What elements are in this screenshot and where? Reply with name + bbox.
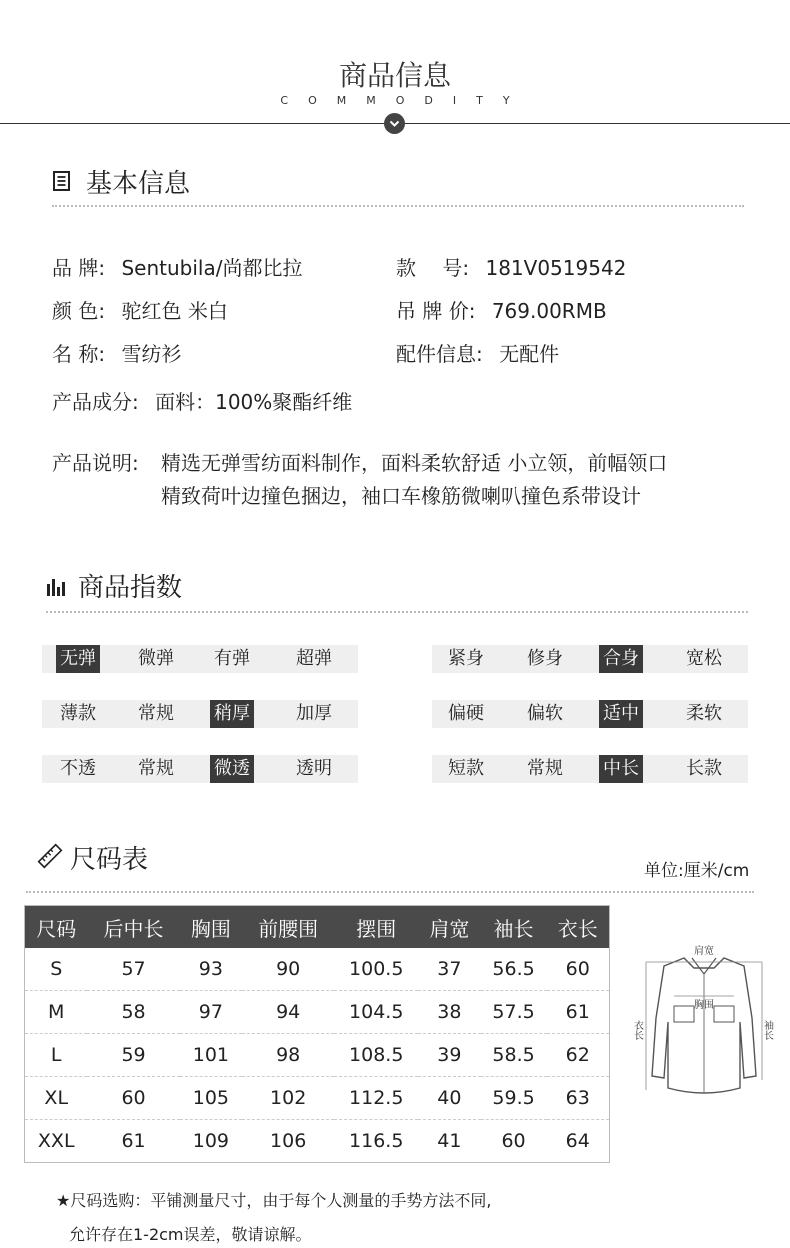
table-cell: 37 bbox=[437, 958, 462, 980]
unit-label: 单位:厘米/cm bbox=[644, 861, 750, 881]
table-cell: 101 bbox=[180, 1034, 242, 1077]
price-label: 吊 牌 价: bbox=[396, 299, 476, 323]
index-option: 微弹 bbox=[138, 648, 174, 669]
color-value: 驼红色 米白 bbox=[121, 299, 228, 323]
table-cell: 106 bbox=[242, 1120, 334, 1163]
style-row bbox=[396, 252, 626, 281]
index-option: 薄款 bbox=[60, 703, 96, 724]
table-cell: 109 bbox=[180, 1120, 242, 1163]
diagram-shoulder-label: 肩宽 bbox=[694, 946, 714, 957]
dotted-divider bbox=[26, 891, 754, 893]
table-row bbox=[25, 1034, 609, 1077]
table-cell: 63 bbox=[547, 1077, 610, 1120]
table-cell: 108.5 bbox=[334, 1034, 418, 1077]
section-title-size: 尺码表 bbox=[70, 845, 149, 875]
index-option: 不透 bbox=[60, 758, 96, 779]
index-option: 修身 bbox=[527, 648, 563, 669]
table-cell: 105 bbox=[180, 1077, 242, 1120]
brand-row bbox=[52, 252, 302, 281]
table-cell: M bbox=[25, 991, 87, 1034]
index-option: 宽松 bbox=[686, 648, 722, 669]
size-table-header-cell: 尺码 bbox=[25, 906, 87, 948]
name-value: 雪纺衫 bbox=[121, 342, 182, 366]
table-cell: 98 bbox=[242, 1034, 334, 1077]
color-label: 颜 色: bbox=[52, 299, 106, 323]
table-cell: 58 bbox=[87, 991, 179, 1034]
index-option: 紧身 bbox=[448, 648, 484, 669]
chevron-down-icon bbox=[384, 113, 405, 134]
table-cell: 57.5 bbox=[481, 991, 547, 1034]
desc-label: 产品说明: bbox=[52, 451, 139, 475]
style-value: 181V0519542 bbox=[485, 256, 627, 280]
index-row-right bbox=[432, 755, 748, 783]
price-value: 769.00RMB bbox=[491, 299, 607, 323]
size-table-header-cell: 衣长 bbox=[547, 906, 610, 948]
index-option: 常规 bbox=[527, 758, 563, 779]
table-cell: 64 bbox=[547, 1120, 610, 1163]
parts-value: 无配件 bbox=[499, 342, 560, 366]
section-title-index: 商品指数 bbox=[78, 573, 183, 603]
index-option: 偏硬 bbox=[448, 703, 484, 724]
diagram-sleeve-label: 袖长 bbox=[761, 1020, 773, 1040]
table-cell: 93 bbox=[198, 958, 223, 980]
size-table bbox=[25, 906, 609, 1162]
table-row bbox=[25, 948, 609, 991]
bar-chart-icon bbox=[46, 577, 66, 601]
dotted-divider bbox=[52, 205, 744, 207]
parts-row bbox=[396, 338, 559, 367]
size-table-wrap bbox=[24, 905, 610, 1163]
table-cell: 38 bbox=[418, 991, 480, 1034]
table-cell: 97 bbox=[180, 991, 242, 1034]
index-option: 常规 bbox=[138, 758, 174, 779]
style-label: 款 号: bbox=[396, 256, 470, 280]
index-row-right bbox=[432, 645, 748, 673]
index-option: 偏软 bbox=[527, 703, 563, 724]
table-cell: 56.5 bbox=[492, 958, 535, 980]
index-option-selected: 合身 bbox=[599, 645, 643, 673]
name-row bbox=[52, 338, 181, 367]
index-option-selected: 适中 bbox=[599, 700, 643, 728]
index-option-selected: 中长 bbox=[599, 755, 643, 783]
table-cell: 60 bbox=[565, 958, 590, 980]
size-table-header-cell: 胸围 bbox=[180, 906, 242, 948]
brand-value: Sentubila/尚都比拉 bbox=[121, 256, 303, 280]
index-option: 长款 bbox=[686, 758, 722, 779]
shirt-diagram bbox=[631, 940, 774, 1114]
table-cell: S bbox=[50, 958, 63, 980]
ruler-icon bbox=[37, 843, 63, 873]
index-option-selected: 无弹 bbox=[56, 645, 100, 673]
table-cell: 40 bbox=[418, 1077, 480, 1120]
table-cell: 90 bbox=[276, 958, 301, 980]
index-option: 有弹 bbox=[214, 648, 250, 669]
dotted-divider bbox=[46, 611, 748, 613]
table-cell: XXL bbox=[25, 1120, 87, 1163]
index-option: 常规 bbox=[138, 703, 174, 724]
index-option-selected: 稍厚 bbox=[210, 700, 254, 728]
table-row bbox=[25, 1077, 609, 1120]
index-row-left bbox=[42, 755, 358, 783]
index-option: 透明 bbox=[296, 758, 332, 779]
size-table-header-cell: 袖长 bbox=[481, 906, 547, 948]
diagram-chest-label: 胸围 bbox=[694, 1000, 714, 1011]
table-cell: 61 bbox=[87, 1120, 179, 1163]
table-cell: 59.5 bbox=[481, 1077, 547, 1120]
index-row-left bbox=[42, 700, 358, 728]
table-row bbox=[25, 991, 609, 1034]
size-table-header-cell: 后中长 bbox=[87, 906, 179, 948]
index-row-right bbox=[432, 700, 748, 728]
note-line-2: 允许存在1-2cm误差，敬请谅解。 bbox=[69, 1225, 312, 1244]
table-cell: 39 bbox=[418, 1034, 480, 1077]
table-cell: 102 bbox=[242, 1077, 334, 1120]
size-table-header-cell: 肩宽 bbox=[418, 906, 480, 948]
table-cell: 60 bbox=[87, 1077, 179, 1120]
size-table-header-cell: 摆围 bbox=[334, 906, 418, 948]
document-icon bbox=[52, 170, 72, 196]
table-cell: XL bbox=[25, 1077, 87, 1120]
index-option: 超弹 bbox=[296, 648, 332, 669]
table-cell: 62 bbox=[547, 1034, 610, 1077]
table-cell: 58.5 bbox=[481, 1034, 547, 1077]
table-cell: L bbox=[25, 1034, 87, 1077]
desc-line-1: 精选无弹雪纺面料制作，面料柔软舒适 小立领，前幅领口 bbox=[161, 451, 668, 475]
diagram-length-label: 衣长 bbox=[631, 1020, 643, 1040]
table-cell: 116.5 bbox=[334, 1120, 418, 1163]
index-row-left bbox=[42, 645, 358, 673]
index-option: 短款 bbox=[448, 758, 484, 779]
note-line-1: ★尺码选购：平铺测量尺寸，由于每个人测量的手势方法不同, bbox=[56, 1191, 492, 1210]
price-row bbox=[396, 295, 607, 324]
table-cell: 104.5 bbox=[334, 991, 418, 1034]
table-cell: 100.5 bbox=[349, 958, 404, 980]
table-cell: 60 bbox=[481, 1120, 547, 1163]
page-title: 商品信息 bbox=[338, 59, 451, 92]
brand-label: 品 牌: bbox=[52, 256, 106, 280]
index-option: 加厚 bbox=[296, 703, 332, 724]
color-row bbox=[52, 295, 228, 324]
table-row bbox=[25, 1120, 609, 1163]
desc-line-2: 精致荷叶边撞色捆边，袖口车橡筋微喇叭撞色系带设计 bbox=[161, 484, 641, 508]
size-table-header-cell: 前腰围 bbox=[242, 906, 334, 948]
index-option: 柔软 bbox=[686, 703, 722, 724]
table-cell: 94 bbox=[242, 991, 334, 1034]
section-title-basic: 基本信息 bbox=[86, 169, 191, 199]
page-subtitle: COMMODITY bbox=[280, 94, 530, 107]
table-cell: 59 bbox=[87, 1034, 179, 1077]
name-label: 名 称: bbox=[52, 342, 106, 366]
size-table-header bbox=[25, 906, 609, 948]
material-label: 产品成分: bbox=[52, 390, 139, 414]
material-value: 面料：100%聚酯纤维 bbox=[155, 390, 353, 414]
parts-label: 配件信息: bbox=[396, 342, 483, 366]
table-cell: 61 bbox=[547, 991, 610, 1034]
material-row bbox=[52, 386, 352, 415]
table-cell: 57 bbox=[121, 958, 146, 980]
table-cell: 41 bbox=[418, 1120, 480, 1163]
table-cell: 112.5 bbox=[334, 1077, 418, 1120]
index-option-selected: 微透 bbox=[210, 755, 254, 783]
